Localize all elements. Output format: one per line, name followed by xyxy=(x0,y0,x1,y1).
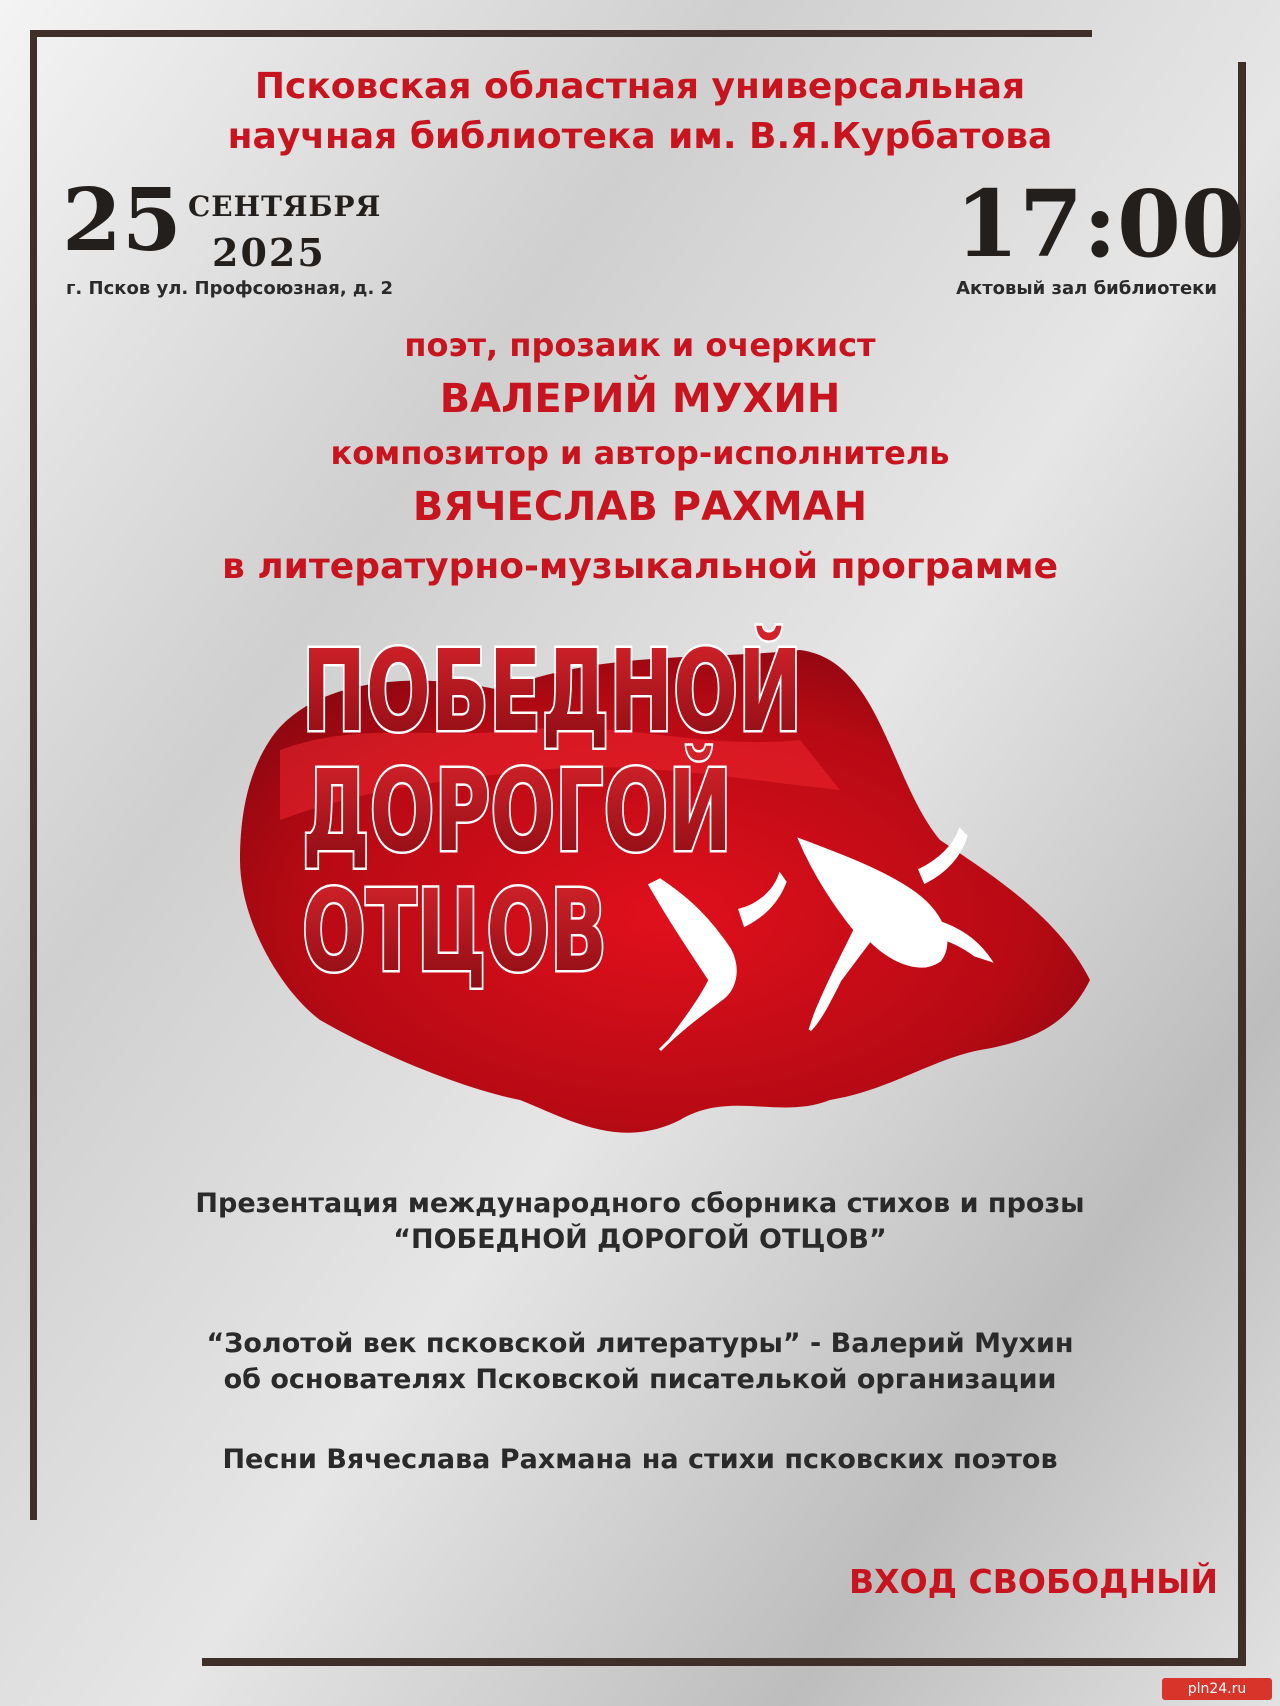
library-name xyxy=(0,62,1280,162)
title-line1: ПОБЕДНОЙ xyxy=(302,627,1036,757)
title-emblem xyxy=(240,620,1100,1190)
event-time: 17:00 xyxy=(955,170,1246,278)
library-name-line1: Псковская областная универсальная xyxy=(254,66,1026,107)
event-year: 2025 xyxy=(212,230,326,275)
library-name-line2: научная библиотека им. В.Я.Курбатова xyxy=(227,116,1053,157)
free-entry: ВХОД СВОБОДНЫЙ xyxy=(849,1562,1218,1601)
program-line: в литературно-музыкальной программе xyxy=(222,546,1058,587)
description-1b: “ПОБЕДНОЙ ДОРОГОЙ ОТЦОВ” xyxy=(393,1224,887,1255)
watermark: pln24.ru xyxy=(1162,1678,1272,1700)
event-month: СЕНТЯБРЯ xyxy=(188,190,382,223)
role-composer: композитор и автор-исполнитель xyxy=(330,434,950,472)
role-poet: поэт, прозаик и очеркист xyxy=(404,326,876,364)
description-2b: об основателях Псковской писателькой организации xyxy=(223,1364,1057,1395)
name-mukhin: ВАЛЕРИЙ МУХИН xyxy=(439,376,841,422)
frame-bottom xyxy=(202,1658,1246,1666)
name-rakhman: ВЯЧЕСЛАВ РАХМАН xyxy=(412,484,868,530)
description-1a: Презентация международного сборника стихов и прозы xyxy=(195,1188,1085,1219)
event-address: г. Псков ул. Профсоюзная, д. 2 xyxy=(66,278,394,299)
description-3: Песни Вячеслава Рахмана на стихи псковских поэтов xyxy=(222,1444,1058,1475)
description-2a: “Золотой век псковской литературы” - Валерий Мухин xyxy=(206,1328,1074,1359)
event-hall: Актовый зал библиотеки xyxy=(956,278,1217,299)
frame-left xyxy=(30,30,37,1520)
description-block-1 xyxy=(0,1186,1280,1258)
frame-right xyxy=(1238,62,1246,1666)
title-line3: ОТЦОВ xyxy=(302,867,607,997)
title-line2: ДОРОГОЙ xyxy=(302,747,935,877)
frame-top xyxy=(30,30,1092,37)
event-day: 25 xyxy=(62,170,182,271)
description-block-2 xyxy=(0,1326,1280,1398)
